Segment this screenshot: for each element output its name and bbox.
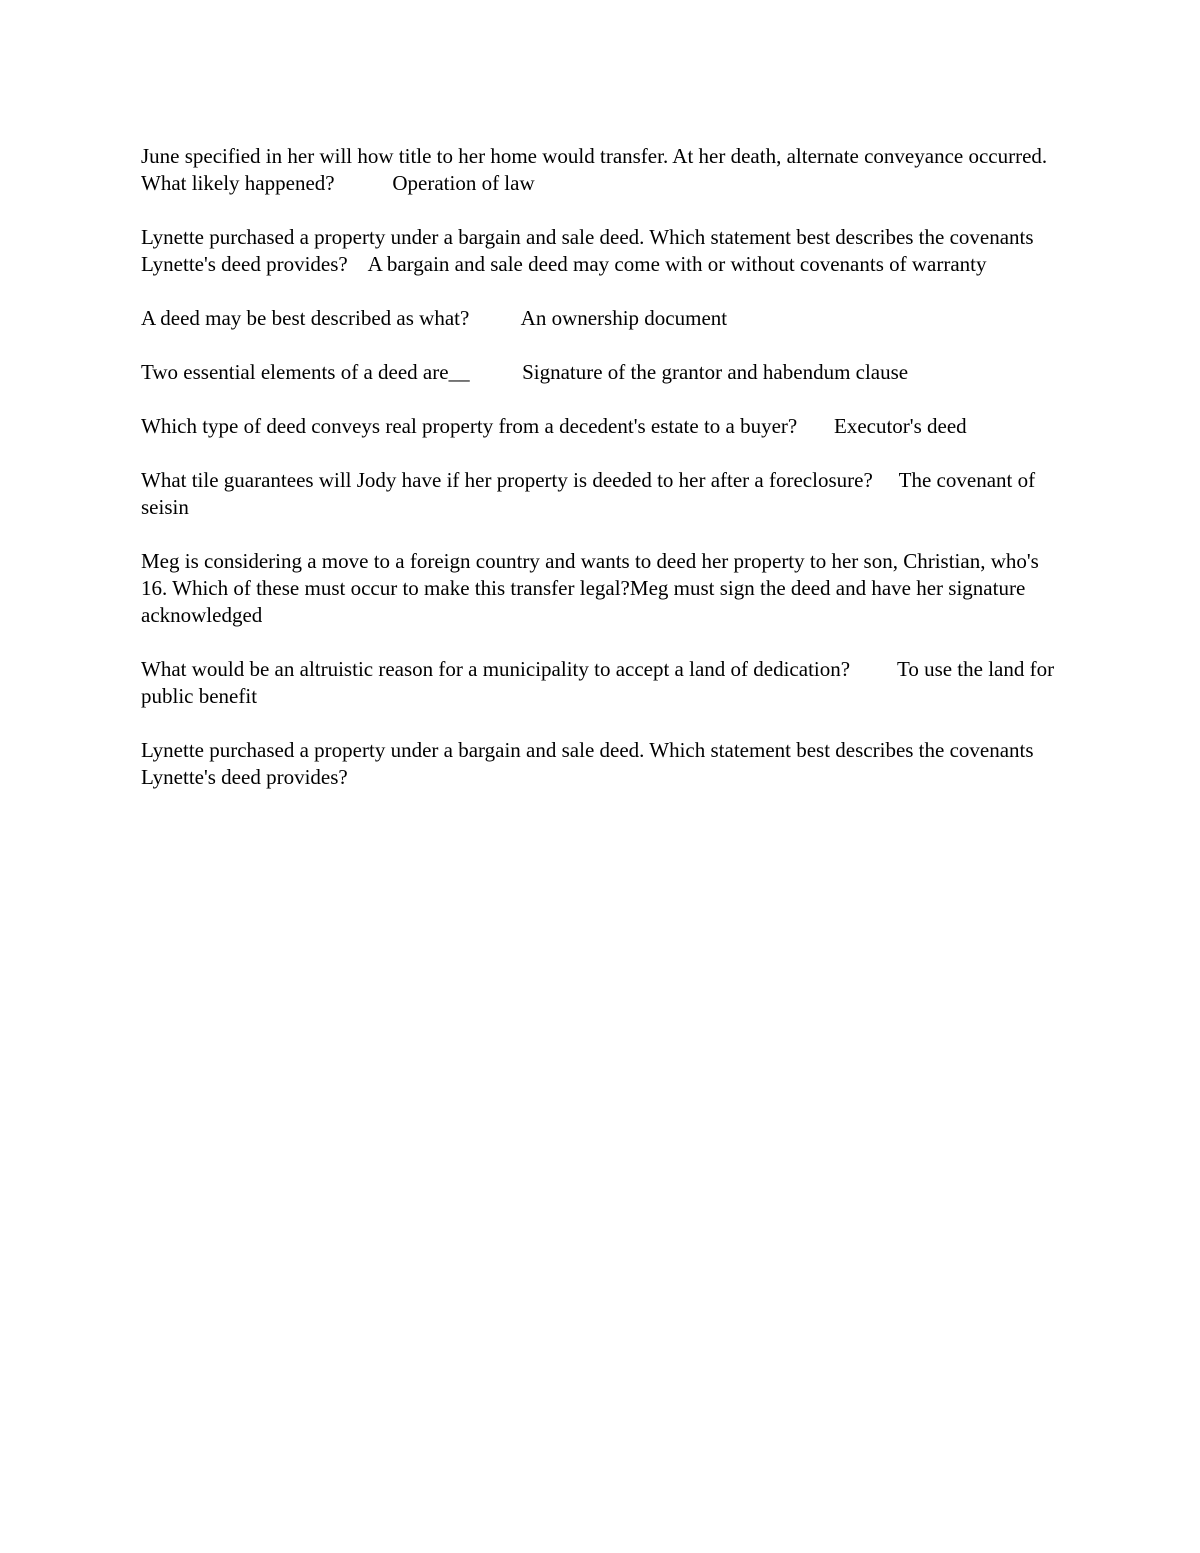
- answer-gap: [470, 360, 523, 384]
- question-text: Meg is considering a move to a foreign country and wants to deed her property to her son, Christian, who's 16. Which of these must occur to make this transfer legal?: [141, 549, 1039, 600]
- answer-gap: [873, 468, 899, 492]
- answer-text: A bargain and sale deed may come with or without covenants of warranty: [367, 252, 987, 276]
- qa-item: [141, 413, 1061, 440]
- question-text: Lynette purchased a property under a bargain and sale deed. Which statement best describes the covenants Lynette's deed provides?: [141, 225, 1034, 276]
- question-text: What tile guarantees will Jody have if her property is deeded to her after a foreclosure?: [141, 468, 873, 492]
- question-text: What would be an altruistic reason for a municipality to accept a land of dedication?: [141, 657, 851, 681]
- question-text: A deed may be best described as what?: [141, 306, 470, 330]
- answer-gap: [797, 414, 834, 438]
- qa-item: [141, 143, 1061, 197]
- qa-item: [141, 305, 1061, 332]
- question-text: Lynette purchased a property under a bargain and sale deed. Which statement best describes the covenants Lynette's deed provides?: [141, 738, 1034, 789]
- answer-text: To use the land for public benefit: [141, 657, 1055, 708]
- document-body: [141, 143, 1061, 818]
- qa-item: [141, 548, 1061, 629]
- qa-item: [141, 656, 1061, 710]
- qa-item: [141, 224, 1061, 278]
- answer-gap: [469, 306, 520, 330]
- answer-text: Meg must sign the deed and have her signature acknowledged: [141, 576, 1026, 627]
- answer-text: Operation of law: [392, 171, 535, 195]
- answer-text: Executor's deed: [834, 414, 967, 438]
- answer-text: Signature of the grantor and habendum clause: [522, 360, 909, 384]
- question-text: Which type of deed conveys real property from a decedent's estate to a buyer?: [141, 414, 798, 438]
- answer-text: An ownership document: [520, 306, 728, 330]
- qa-item: [141, 359, 1061, 386]
- answer-text: The covenant of seisin: [141, 468, 1036, 519]
- answer-gap: [335, 171, 393, 195]
- question-text: June specified in her will how title to her home would transfer. At her death, alternate conveyance occurred. What likely happened?: [141, 144, 1048, 195]
- answer-gap: [348, 252, 368, 276]
- answer-gap: [850, 657, 897, 681]
- qa-item: [141, 467, 1061, 521]
- question-text: Two essential elements of a deed are__: [141, 360, 470, 384]
- qa-item: [141, 737, 1061, 791]
